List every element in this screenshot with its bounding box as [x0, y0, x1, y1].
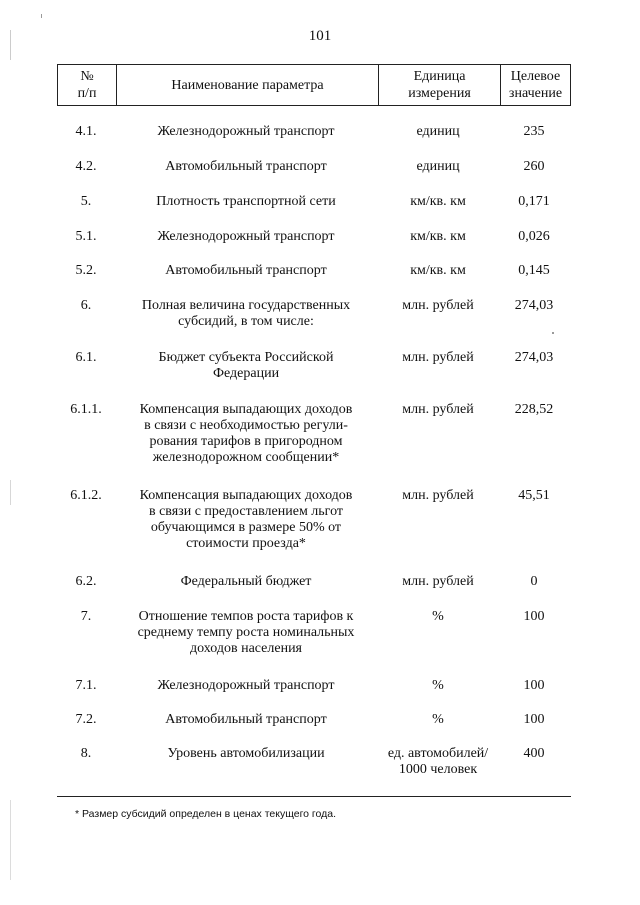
header-value: Целевое значение [500, 65, 570, 105]
table-row [57, 350, 571, 382]
row-name: Федеральный бюджет [180, 574, 312, 589]
row-num: 6.1. [75, 350, 97, 365]
row-value: 400 [523, 746, 545, 761]
footnote: * Размер субсидий определен в ценах текущего года. [75, 808, 337, 820]
row-num: 4.1. [75, 124, 97, 139]
row-num: 5.1. [75, 229, 97, 244]
row-name: Автомобильный транспорт [165, 263, 327, 278]
row-value: 100 [523, 678, 545, 693]
row-value: 274,03 [514, 298, 554, 313]
row-unit: км/кв. км [410, 194, 466, 209]
row-value: 0,026 [518, 229, 550, 244]
row-num: 7.1. [75, 678, 97, 693]
header-num: № п/п [77, 69, 97, 101]
table-header [57, 64, 571, 106]
table-row [57, 488, 571, 552]
row-unit: млн. рублей [402, 402, 474, 417]
row-name: Компенсация выпадающих доходов в связи с предоставлением льгот обучающимся в размере 50% от стоимости проезда* [139, 488, 353, 551]
row-num: 6.1.1. [70, 402, 102, 417]
page-number: 101 [308, 28, 332, 44]
row-name: Компенсация выпадающих доходов в связи с необходимостью регули- рования тарифов в пригородном железнодорожном сообщении* [139, 402, 353, 465]
row-unit: % [432, 609, 444, 624]
row-value: 0,145 [518, 263, 550, 278]
scan-artifact [41, 14, 42, 18]
scan-artifact [10, 800, 11, 880]
table-row [57, 609, 571, 657]
row-unit: ед. автомобилей/ 1000 человек [387, 746, 489, 777]
header-unit: Единица измерения [378, 65, 500, 105]
table-row [57, 298, 571, 330]
row-name: Полная величина государственных субсидий, в том числе: [141, 298, 351, 329]
row-value: 228,52 [514, 402, 554, 417]
row-value: 235 [523, 124, 545, 139]
row-name: Плотность транспортной сети [156, 194, 336, 209]
row-name: Автомобильный транспорт [165, 712, 327, 727]
table-row [57, 124, 571, 140]
row-value: 0,171 [518, 194, 550, 209]
table-row [57, 194, 571, 210]
row-num: 6.2. [75, 574, 97, 589]
scan-artifact [10, 480, 11, 505]
row-num: 7. [80, 609, 92, 624]
row-unit: % [432, 712, 444, 727]
row-name: Уровень автомобилизации [167, 746, 325, 761]
row-value: 100 [523, 609, 545, 624]
row-num: 5.2. [75, 263, 97, 278]
row-num: 6. [80, 298, 92, 313]
row-num: 8. [80, 746, 92, 761]
header-name: Наименование параметра [116, 65, 378, 105]
table-row [57, 402, 571, 466]
scan-artifact [552, 332, 554, 334]
table-row [57, 229, 571, 245]
row-unit: млн. рублей [402, 488, 474, 503]
row-num: 6.1.2. [70, 488, 102, 503]
row-name: Железнодорожный транспорт [157, 229, 335, 244]
row-value: 0 [530, 574, 538, 589]
table-row [57, 263, 571, 279]
row-unit: единиц [416, 159, 460, 174]
row-value: 274,03 [514, 350, 554, 365]
row-name: Бюджет субъекта Российской Федерации [158, 350, 334, 381]
row-name: Автомобильный транспорт [165, 159, 327, 174]
row-value: 260 [523, 159, 545, 174]
row-num: 5. [80, 194, 92, 209]
row-num: 7.2. [75, 712, 97, 727]
row-num: 4.2. [75, 159, 97, 174]
row-unit: % [432, 678, 444, 693]
row-unit: км/кв. км [410, 229, 466, 244]
table-row [57, 678, 571, 694]
row-value: 45,51 [518, 488, 550, 503]
row-unit: млн. рублей [402, 350, 474, 365]
row-value: 100 [523, 712, 545, 727]
table-row [57, 712, 571, 728]
row-unit: млн. рублей [402, 574, 474, 589]
row-name: Железнодорожный транспорт [157, 678, 335, 693]
table-row [57, 574, 571, 590]
row-name: Железнодорожный транспорт [157, 124, 335, 139]
row-unit: млн. рублей [402, 298, 474, 313]
row-unit: км/кв. км [410, 263, 466, 278]
row-name: Отношение темпов роста тарифов к среднему темпу роста номинальных доходов населения [137, 609, 355, 656]
table-row [57, 159, 571, 175]
row-unit: единиц [416, 124, 460, 139]
table-bottom-rule [57, 796, 571, 797]
table-row [57, 746, 571, 778]
